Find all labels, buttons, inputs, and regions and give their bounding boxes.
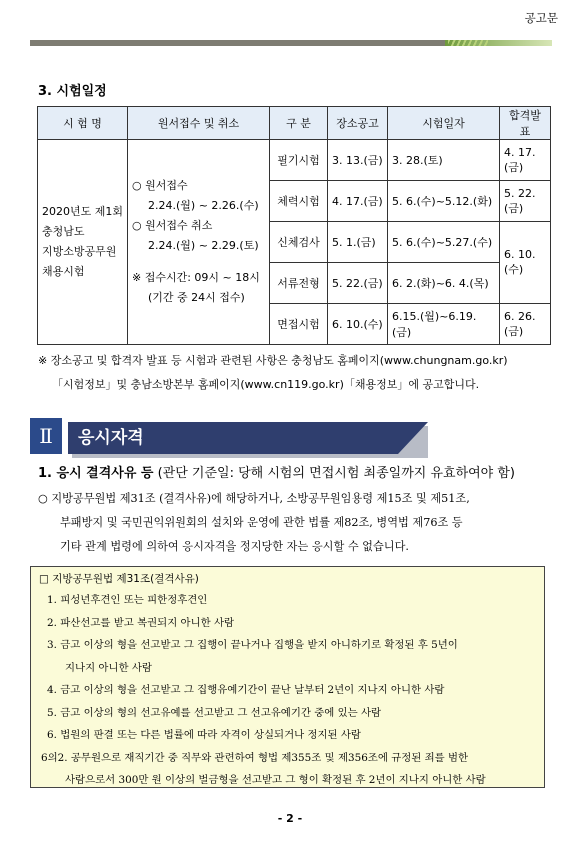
cell-notice: 3. 13.(금) [328,140,388,181]
cell-result: 6. 10.(수) [500,222,551,304]
note-line: 「시험정보」및 충남소방본부 홈페이지(www.cn119.go.kr)「채용정보」에 공고합니다. [52,378,480,391]
section-heading: 응시자격 [68,422,398,454]
cell-type: 신체검사 [270,222,328,263]
cell-notice: 5. 1.(금) [328,222,388,263]
cell-type: 필기시험 [270,140,328,181]
cell-result: 5. 22.(금) [500,181,551,222]
subsection-heading [38,462,515,481]
header-bar-stripes [448,40,488,46]
list-item: 지나지 아니한 사람 [65,661,152,674]
cell-date: 6. 2.(화)~6. 4.(목) [388,263,500,304]
header-label: 공고문 [524,11,558,25]
list-item: 4. 금고 이상의 형을 선고받고 그 집행유예기간이 끝난 날부터 2년이 지나지 아니한 사람 [47,684,445,696]
list-item: 1. 피성년후견인 또는 피한정후견인 [47,594,208,606]
header-bar [30,40,552,46]
banner-triangle [398,422,428,454]
list-item: 6. 법원의 판결 또는 다른 법률에 따라 자격이 상실되거나 정지된 사람 [47,729,361,741]
cell-type: 면접시험 [270,304,328,345]
list-item: 5. 금고 이상의 형의 선고유예를 선고받고 그 선고유예기간 중에 있는 사람 [47,706,382,719]
box-title: □ 지방공무원법 제31조(결격사유) [39,573,199,585]
cell-date: 5. 6.(수)~5.12.(화) [388,181,500,222]
list-item: 3. 금고 이상의 형을 선고받고 그 집행이 끝나거나 집행을 받지 아니하기로 확정된 후 5년이 [47,639,458,651]
subsection-heading-bold: 1. 응시 결격사유 등 [38,466,154,481]
application-cell [128,140,270,345]
section-banner [30,418,400,454]
hours-note: ※ 접수시간: 09시 ~ 18시 [132,271,260,284]
exam-name-cell [38,140,128,345]
col-header-type: 구 분 [270,107,328,140]
cell-type: 서류전형 [270,263,328,304]
disqualification-box [30,566,545,788]
table-header-row [38,107,551,140]
subsection-heading-note: (관단 기준일: 당해 시험의 면접시험 최종일까지 유효하여야 함) [153,466,516,481]
paragraph-line: ○ 지방공무원법 제31조 (결격사유)에 해당하거나, 소방공무원임용령 제15조 및 제51조, [38,492,470,505]
cell-notice: 5. 22.(금) [328,263,388,304]
hours-note-sub: (기간 중 24시 접수) [148,291,245,304]
eligibility-paragraph [38,487,550,559]
cancel-period: 2.24.(월) ~ 2.29.(토) [148,239,259,252]
cell-result: 4. 17.(금) [500,140,551,181]
exam-name-line: 충청남도 [42,225,85,238]
schedule-table [37,106,551,345]
page-number: - 2 - [277,812,303,825]
list-item: 6의2. 공무원으로 재직기간 중 직무와 관련하여 형법 제355조 및 제356조에 규정된 죄를 범한 [41,751,469,764]
cancel-label: ○ 원서접수 취소 [132,219,213,232]
paragraph-line: 기타 관계 법령에 의하여 응시자격을 정지당한 자는 응시할 수 없습니다. [60,540,409,553]
cell-notice: 6. 10.(수) [328,304,388,345]
application-label: ○ 원서접수 [132,179,188,192]
list-item: 2. 파산선고를 받고 복권되지 아니한 사람 [47,616,235,629]
header-bar-dark [30,40,445,46]
col-header-application: 원서접수 및 취소 [128,107,270,140]
cell-notice: 4. 17.(금) [328,181,388,222]
application-period: 2.24.(월) ~ 2.26.(수) [148,199,259,212]
cell-date: 6.15.(월)~6.19.(금) [388,304,500,345]
cell-date: 3. 28.(토) [388,140,500,181]
col-header-exam: 시 험 명 [38,107,128,140]
note-line: ※ 장소공고 및 합격자 발표 등 시험과 관련된 사항은 충청남도 홈페이지(www.chungnam.go.kr) [38,354,508,367]
col-header-notice: 장소공고 [328,107,388,140]
section-title-schedule: 3. 시험일정 [38,84,107,99]
cell-date: 5. 6.(수)~5.27.(수) [388,222,500,263]
cell-type: 체력시험 [270,181,328,222]
exam-name-line: 채용시험 [42,265,85,278]
col-header-result: 합격발표 [500,107,551,140]
list-item: 사람으로서 300만 원 이상의 벌금형을 선고받고 그 형이 확정된 후 2년이 지나지 아니한 사람 [65,774,486,786]
exam-name-line: 지방소방공무원 [42,245,117,258]
schedule-note [38,349,508,397]
table-row [38,140,551,181]
box-items [41,589,542,792]
col-header-date: 시험일자 [388,107,500,140]
cell-result: 6. 26.(금) [500,304,551,345]
exam-name-line: 2020년도 제1회 [42,205,123,218]
section-number: Ⅱ [30,418,62,454]
paragraph-line: 부패방지 및 국민권익위원회의 설치와 운영에 관한 법률 제82조, 병역법 제76조 등 [60,516,463,529]
